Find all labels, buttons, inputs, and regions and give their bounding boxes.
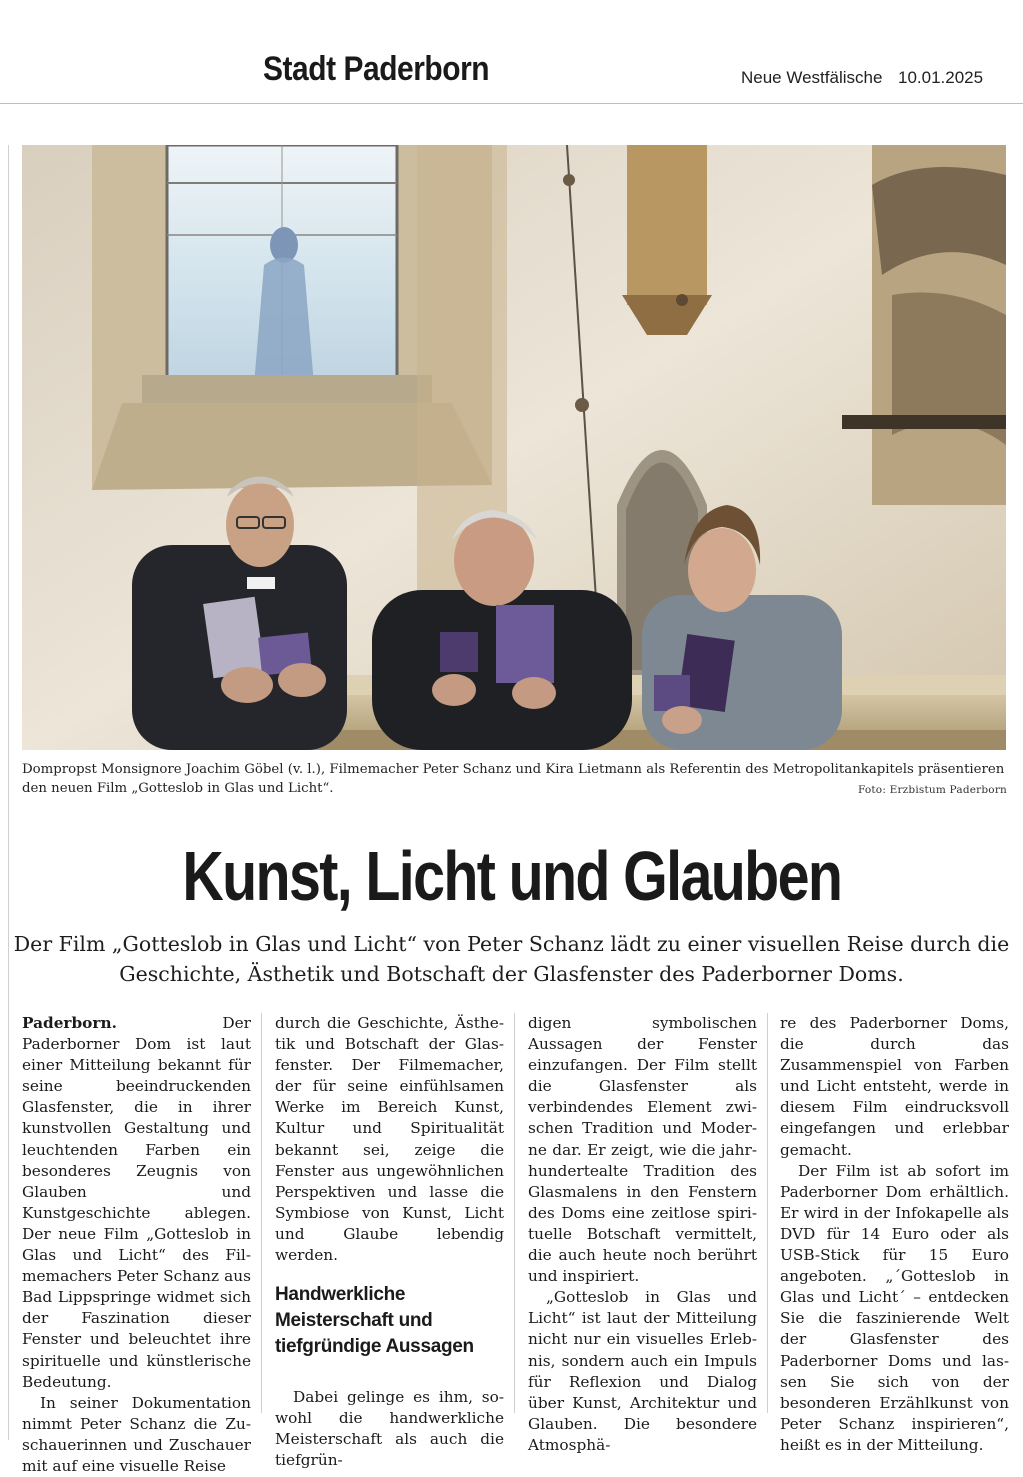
article-subheading: Handwerkliche Meisterschaft und tiefgründige Aussagen — [275, 1284, 474, 1358]
article-column-1 — [22, 1013, 251, 1477]
article-photo — [22, 145, 1006, 750]
column-divider — [261, 1013, 262, 1413]
article-column-3 — [528, 1013, 757, 1456]
newspaper-name: Neue Westfälische — [741, 68, 883, 87]
column-divider — [767, 1013, 768, 1413]
photo-caption: Dompropst Monsignore Joachim Göbel (v. l.), Filmemacher Peter Schanz und Kira Lietmann als Referentin des Metropolitankapitels präsentieren den neuen Film „Gotteslob in Glas und Licht“. — [22, 762, 1005, 796]
article-headline — [0, 836, 1023, 916]
subheadline-text: Der Film „Gotteslob in Glas und Licht“ von Peter Schanz lädt zu einer visuellen Reise durch die Geschichte, Ästhetik und Botschaft der Glasfenster des Paderborner Doms. — [13, 932, 1010, 986]
article-column-2 — [275, 1013, 504, 1472]
column-3-text-b: „Gotteslob in Glas und Licht“ ist laut der Mitteilung nicht nur ein visuelles Erlebnis, sondern auch ein Impuls für Reflexion und Dialog über Kunst, Architektur und Glauben. Die besondere Atmosphä- — [528, 1288, 757, 1454]
article-subheadline — [0, 929, 1023, 989]
section-title: Stadt Paderborn — [263, 50, 490, 88]
photo-credit: Foto: Erzbistum Paderborn — [857, 784, 1007, 796]
column-1-text-a: Der Paderborner Dom ist laut einer Mitteilung bekannt für seine beeindruckenden Glasfenster, die in ihrer kunstvollen Gestaltung und leuchtenden Farben ein besonderes Zeugnis von Glauben und Kunstgeschichte ablegen. Der neue Film „Gotteslob in Glas und Licht“ des Filmemachers Peter Schanz aus Bad Lippspringe widmet sich der Faszination dieser Fenster und beleuchtet ihre spirituelle und künstlerische Bedeutung. — [22, 1014, 251, 1391]
article-column-4 — [780, 1013, 1009, 1456]
headline-text: Kunst, Licht und Glauben — [182, 837, 841, 915]
page-header — [0, 0, 1023, 104]
column-2-text-a: durch die Geschichte, Ästhetik und Botschaft der Glasfenster. Der Filmemacher, der für seine einfühlsamen Werke im Bereich Kunst, Kultur und Spiritualität bekannt sei, zeige die Fenster aus ungewöhnlichen Perspektiven und lasse die Symbiose von Kunst, Licht und Glaube lebendig werden. — [275, 1014, 504, 1265]
column-2-text-b: Dabei gelinge es ihm, sowohl die handwerkliche Meisterschaft als auch die tiefgrün- — [275, 1388, 504, 1470]
header-divider — [0, 103, 1023, 104]
publication-date: 10.01.2025 — [898, 68, 984, 87]
photo-illustration — [22, 145, 1006, 750]
column-4-text-a: re des Paderborner Doms, die durch das Zusammenspiel von Farben und Licht entsteht, werde in diesem Film eindrucksvoll eingefangen und erlebbar gemacht. — [780, 1014, 1009, 1159]
column-divider — [514, 1013, 515, 1413]
dateline: Paderborn. — [22, 1014, 117, 1032]
column-1-text-b: In seiner Dokumentation nimmt Peter Schanz die Zuschauerinnen und Zuschauer mit auf eine visuelle Reise — [22, 1393, 251, 1475]
column-4-text-b: Der Film ist ab sofort im Paderborner Dom erhältlich. Er wird in der Infokapelle als DVD für 14 Euro oder als USB-Stick für 15 Euro angeboten. „´Gotteslob in Glas und Licht´ – entdecken Sie die faszinierende Welt der Glasfenster des Paderborner Doms und lassen Sie sich von der besonderen Erzählkunst von Peter Schanz inspirieren“, heißt es in der Mitteilung. — [780, 1161, 1009, 1454]
column-3-text-a: digen symbolischen Aussagen der Fenster einzufangen. Der Film stellt die Glasfenster als verbindendes Element zwischen Tradition und Moderne dar. Er zeigt, wie die jahrhundertealte Tradition des Glasmalens in den Fenstern des Doms eine zeitlose spirituelle Botschaft vermittelt, die auch heute noch berührt und inspiriert. — [528, 1014, 757, 1286]
margin-rule — [8, 145, 9, 1440]
